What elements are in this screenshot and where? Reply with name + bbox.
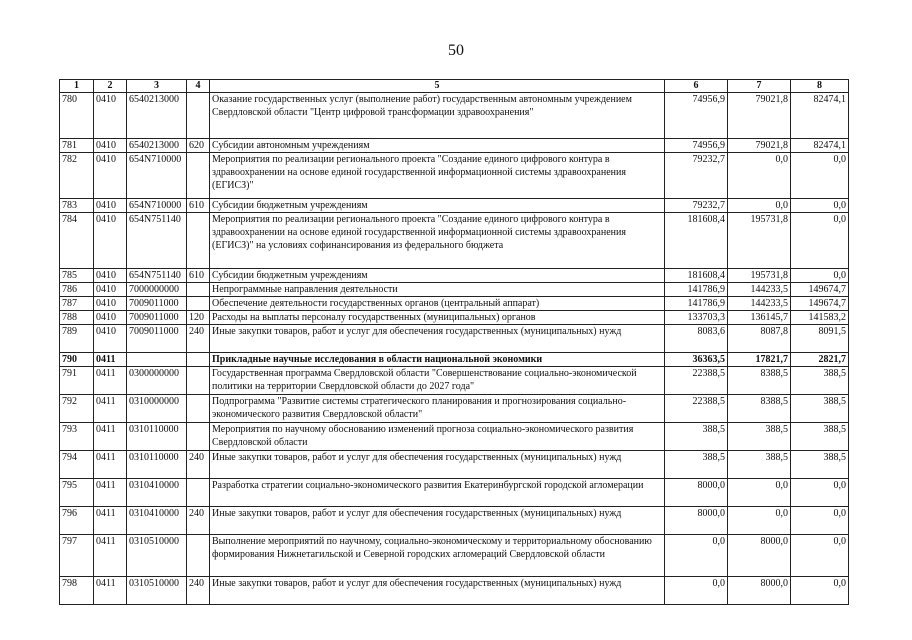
table-row bbox=[60, 297, 849, 311]
header-cell: 5 bbox=[210, 80, 665, 93]
name-cell: Прикладные научные исследования в области национальной экономики bbox=[210, 353, 665, 367]
expense-type-cell bbox=[187, 283, 210, 297]
section-code-cell: 0410 bbox=[94, 269, 127, 283]
target-article-cell bbox=[127, 353, 187, 367]
table-row bbox=[60, 423, 849, 451]
amount-col8-cell: 82474,1 bbox=[791, 139, 849, 153]
amount-col8-cell: 0,0 bbox=[791, 213, 849, 269]
row-number-cell: 793 bbox=[60, 423, 94, 451]
table-row bbox=[60, 311, 849, 325]
name-cell: Иные закупки товаров, работ и услуг для обеспечения государственных (муниципальных) нужд bbox=[210, 325, 665, 353]
amount-col8-cell: 82474,1 bbox=[791, 93, 849, 139]
expense-type-cell bbox=[187, 353, 210, 367]
row-number-cell: 782 bbox=[60, 153, 94, 199]
name-cell: Обеспечение деятельности государственных органов (центральный аппарат) bbox=[210, 297, 665, 311]
amount-col8-cell: 388,5 bbox=[791, 451, 849, 479]
target-article-cell: 7000000000 bbox=[127, 283, 187, 297]
header-cell: 2 bbox=[94, 80, 127, 93]
amount-col8-cell: 0,0 bbox=[791, 153, 849, 199]
section-code-cell: 0410 bbox=[94, 283, 127, 297]
section-code-cell: 0411 bbox=[94, 395, 127, 423]
name-cell: Подпрограмма "Развитие системы стратегического планирования и прогнозирования социально-экономического развития Свердловской области" bbox=[210, 395, 665, 423]
amount-col8-cell: 141583,2 bbox=[791, 311, 849, 325]
row-number-cell: 781 bbox=[60, 139, 94, 153]
name-cell: Государственная программа Свердловской области "Совершенствование социально-экономической политики на территории Свердловской области до 2027 года" bbox=[210, 367, 665, 395]
row-number-cell: 785 bbox=[60, 269, 94, 283]
amount-col7-cell: 388,5 bbox=[728, 423, 791, 451]
amount-col8-cell: 0,0 bbox=[791, 269, 849, 283]
table-row bbox=[60, 367, 849, 395]
amount-col7-cell: 0,0 bbox=[728, 153, 791, 199]
table-row bbox=[60, 353, 849, 367]
row-number-cell: 780 bbox=[60, 93, 94, 139]
amount-col8-cell: 0,0 bbox=[791, 479, 849, 507]
header-cell: 4 bbox=[187, 80, 210, 93]
expense-type-cell: 620 bbox=[187, 139, 210, 153]
name-cell: Расходы на выплаты персоналу государственных (муниципальных) органов bbox=[210, 311, 665, 325]
target-article-cell: 654N751140 bbox=[127, 269, 187, 283]
target-article-cell: 0310110000 bbox=[127, 451, 187, 479]
section-code-cell: 0411 bbox=[94, 353, 127, 367]
table-row bbox=[60, 139, 849, 153]
table-row bbox=[60, 213, 849, 269]
name-cell: Иные закупки товаров, работ и услуг для обеспечения государственных (муниципальных) нужд bbox=[210, 507, 665, 535]
amount-col8-cell: 0,0 bbox=[791, 199, 849, 213]
row-number-cell: 787 bbox=[60, 297, 94, 311]
amount-col6-cell: 79232,7 bbox=[665, 199, 728, 213]
row-number-cell: 788 bbox=[60, 311, 94, 325]
section-code-cell: 0411 bbox=[94, 535, 127, 577]
table-row bbox=[60, 93, 849, 139]
amount-col7-cell: 0,0 bbox=[728, 507, 791, 535]
row-number-cell: 784 bbox=[60, 213, 94, 269]
amount-col6-cell: 388,5 bbox=[665, 451, 728, 479]
section-code-cell: 0411 bbox=[94, 423, 127, 451]
section-code-cell: 0410 bbox=[94, 199, 127, 213]
table-row bbox=[60, 153, 849, 199]
section-code-cell: 0410 bbox=[94, 93, 127, 139]
amount-col6-cell: 79232,7 bbox=[665, 153, 728, 199]
page-number: 50 bbox=[448, 42, 464, 59]
name-cell: Непрограммные направления деятельности bbox=[210, 283, 665, 297]
name-cell: Субсидии бюджетным учреждениям bbox=[210, 199, 665, 213]
amount-col6-cell: 22388,5 bbox=[665, 367, 728, 395]
section-code-cell: 0411 bbox=[94, 507, 127, 535]
amount-col7-cell: 144233,5 bbox=[728, 283, 791, 297]
table-row bbox=[60, 325, 849, 353]
target-article-cell: 0310510000 bbox=[127, 535, 187, 577]
section-code-cell: 0411 bbox=[94, 451, 127, 479]
table-row bbox=[60, 395, 849, 423]
amount-col8-cell: 388,5 bbox=[791, 367, 849, 395]
amount-col8-cell: 388,5 bbox=[791, 423, 849, 451]
target-article-cell: 6540213000 bbox=[127, 139, 187, 153]
expense-type-cell: 240 bbox=[187, 451, 210, 479]
expense-type-cell bbox=[187, 479, 210, 507]
amount-col6-cell: 181608,4 bbox=[665, 213, 728, 269]
amount-col8-cell: 8091,5 bbox=[791, 325, 849, 353]
header-row bbox=[60, 80, 849, 93]
expense-type-cell: 240 bbox=[187, 325, 210, 353]
row-number-cell: 789 bbox=[60, 325, 94, 353]
amount-col8-cell: 149674,7 bbox=[791, 283, 849, 297]
target-article-cell: 0310410000 bbox=[127, 479, 187, 507]
header-cell: 3 bbox=[127, 80, 187, 93]
amount-col6-cell: 0,0 bbox=[665, 577, 728, 605]
table-row bbox=[60, 199, 849, 213]
amount-col7-cell: 0,0 bbox=[728, 479, 791, 507]
name-cell: Выполнение мероприятий по научному, социально-экономическому и территориальному обоснованию формирования Нижнетагильской и Северной городских агломераций Свердловской области bbox=[210, 535, 665, 577]
expense-type-cell bbox=[187, 367, 210, 395]
row-number-cell: 795 bbox=[60, 479, 94, 507]
amount-col6-cell: 0,0 bbox=[665, 535, 728, 577]
expense-type-cell bbox=[187, 297, 210, 311]
target-article-cell: 7009011000 bbox=[127, 311, 187, 325]
table-row bbox=[60, 451, 849, 479]
expense-type-cell bbox=[187, 213, 210, 269]
row-number-cell: 798 bbox=[60, 577, 94, 605]
amount-col7-cell: 195731,8 bbox=[728, 269, 791, 283]
amount-col7-cell: 79021,8 bbox=[728, 139, 791, 153]
section-code-cell: 0410 bbox=[94, 153, 127, 199]
amount-col8-cell: 0,0 bbox=[791, 577, 849, 605]
row-number-cell: 783 bbox=[60, 199, 94, 213]
section-code-cell: 0411 bbox=[94, 577, 127, 605]
row-number-cell: 792 bbox=[60, 395, 94, 423]
amount-col6-cell: 74956,9 bbox=[665, 93, 728, 139]
header-cell: 1 bbox=[60, 80, 94, 93]
target-article-cell: 654N710000 bbox=[127, 199, 187, 213]
target-article-cell: 7009011000 bbox=[127, 297, 187, 311]
section-code-cell: 0410 bbox=[94, 139, 127, 153]
expense-type-cell bbox=[187, 153, 210, 199]
amount-col6-cell: 74956,9 bbox=[665, 139, 728, 153]
expense-type-cell: 240 bbox=[187, 507, 210, 535]
amount-col6-cell: 181608,4 bbox=[665, 269, 728, 283]
section-code-cell: 0411 bbox=[94, 367, 127, 395]
name-cell: Иные закупки товаров, работ и услуг для обеспечения государственных (муниципальных) нужд bbox=[210, 577, 665, 605]
name-cell: Разработка стратегии социально-экономического развития Екатеринбургской городской агломерации bbox=[210, 479, 665, 507]
amount-col6-cell: 388,5 bbox=[665, 423, 728, 451]
amount-col6-cell: 141786,9 bbox=[665, 297, 728, 311]
row-number-cell: 791 bbox=[60, 367, 94, 395]
target-article-cell: 0310110000 bbox=[127, 423, 187, 451]
header-cell: 7 bbox=[728, 80, 791, 93]
expense-type-cell: 120 bbox=[187, 311, 210, 325]
amount-col7-cell: 8087,8 bbox=[728, 325, 791, 353]
amount-col7-cell: 8388,5 bbox=[728, 367, 791, 395]
target-article-cell: 0300000000 bbox=[127, 367, 187, 395]
amount-col7-cell: 195731,8 bbox=[728, 213, 791, 269]
target-article-cell: 654N710000 bbox=[127, 153, 187, 199]
target-article-cell: 6540213000 bbox=[127, 93, 187, 139]
amount-col7-cell: 8000,0 bbox=[728, 535, 791, 577]
budget-table bbox=[59, 79, 849, 605]
section-code-cell: 0410 bbox=[94, 213, 127, 269]
amount-col8-cell: 0,0 bbox=[791, 507, 849, 535]
expense-type-cell: 240 bbox=[187, 577, 210, 605]
amount-col6-cell: 8000,0 bbox=[665, 479, 728, 507]
section-code-cell: 0410 bbox=[94, 325, 127, 353]
name-cell: Мероприятия по реализации регионального проекта "Создание единого цифрового контура в здравоохранении на основе единой государственной информационной системы здравоохранения (ЕГИСЗ)" на условиях софинансирования из федерального бюджета bbox=[210, 213, 665, 269]
table-row bbox=[60, 507, 849, 535]
row-number-cell: 786 bbox=[60, 283, 94, 297]
amount-col8-cell: 149674,7 bbox=[791, 297, 849, 311]
target-article-cell: 7009011000 bbox=[127, 325, 187, 353]
amount-col6-cell: 8000,0 bbox=[665, 507, 728, 535]
amount-col6-cell: 8083,6 bbox=[665, 325, 728, 353]
section-code-cell: 0410 bbox=[94, 311, 127, 325]
section-code-cell: 0411 bbox=[94, 479, 127, 507]
amount-col8-cell: 2821,7 bbox=[791, 353, 849, 367]
row-number-cell: 790 bbox=[60, 353, 94, 367]
expense-type-cell bbox=[187, 423, 210, 451]
row-number-cell: 796 bbox=[60, 507, 94, 535]
expense-type-cell bbox=[187, 93, 210, 139]
amount-col7-cell: 144233,5 bbox=[728, 297, 791, 311]
amount-col6-cell: 133703,3 bbox=[665, 311, 728, 325]
section-code-cell: 0410 bbox=[94, 297, 127, 311]
amount-col7-cell: 8000,0 bbox=[728, 577, 791, 605]
expense-type-cell bbox=[187, 395, 210, 423]
row-number-cell: 797 bbox=[60, 535, 94, 577]
target-article-cell: 0310410000 bbox=[127, 507, 187, 535]
amount-col7-cell: 388,5 bbox=[728, 451, 791, 479]
amount-col6-cell: 36363,5 bbox=[665, 353, 728, 367]
name-cell: Мероприятия по реализации регионального проекта "Создание единого цифрового контура в здравоохранении на основе единой государственной информационной системы здравоохранения (ЕГИСЗ)" bbox=[210, 153, 665, 199]
table-row bbox=[60, 577, 849, 605]
expense-type-cell: 610 bbox=[187, 199, 210, 213]
target-article-cell: 0310510000 bbox=[127, 577, 187, 605]
amount-col6-cell: 141786,9 bbox=[665, 283, 728, 297]
name-cell: Мероприятия по научному обоснованию изменений прогноза социально-экономического развития Свердловской области bbox=[210, 423, 665, 451]
amount-col7-cell: 0,0 bbox=[728, 199, 791, 213]
expense-type-cell: 610 bbox=[187, 269, 210, 283]
name-cell: Субсидии бюджетным учреждениям bbox=[210, 269, 665, 283]
amount-col6-cell: 22388,5 bbox=[665, 395, 728, 423]
amount-col7-cell: 79021,8 bbox=[728, 93, 791, 139]
name-cell: Оказание государственных услуг (выполнение работ) государственным автономным учреждением Свердловской области "Центр цифровой трансформации здравоохранения" bbox=[210, 93, 665, 139]
target-article-cell: 654N751140 bbox=[127, 213, 187, 269]
amount-col7-cell: 136145,7 bbox=[728, 311, 791, 325]
name-cell: Иные закупки товаров, работ и услуг для обеспечения государственных (муниципальных) нужд bbox=[210, 451, 665, 479]
table-row bbox=[60, 479, 849, 507]
amount-col8-cell: 388,5 bbox=[791, 395, 849, 423]
header-cell: 8 bbox=[791, 80, 849, 93]
expense-type-cell bbox=[187, 535, 210, 577]
header-cell: 6 bbox=[665, 80, 728, 93]
table-row bbox=[60, 283, 849, 297]
name-cell: Субсидии автономным учреждениям bbox=[210, 139, 665, 153]
row-number-cell: 794 bbox=[60, 451, 94, 479]
target-article-cell: 0310000000 bbox=[127, 395, 187, 423]
table-row bbox=[60, 535, 849, 577]
amount-col8-cell: 0,0 bbox=[791, 535, 849, 577]
amount-col7-cell: 17821,7 bbox=[728, 353, 791, 367]
table-row bbox=[60, 269, 849, 283]
amount-col7-cell: 8388,5 bbox=[728, 395, 791, 423]
